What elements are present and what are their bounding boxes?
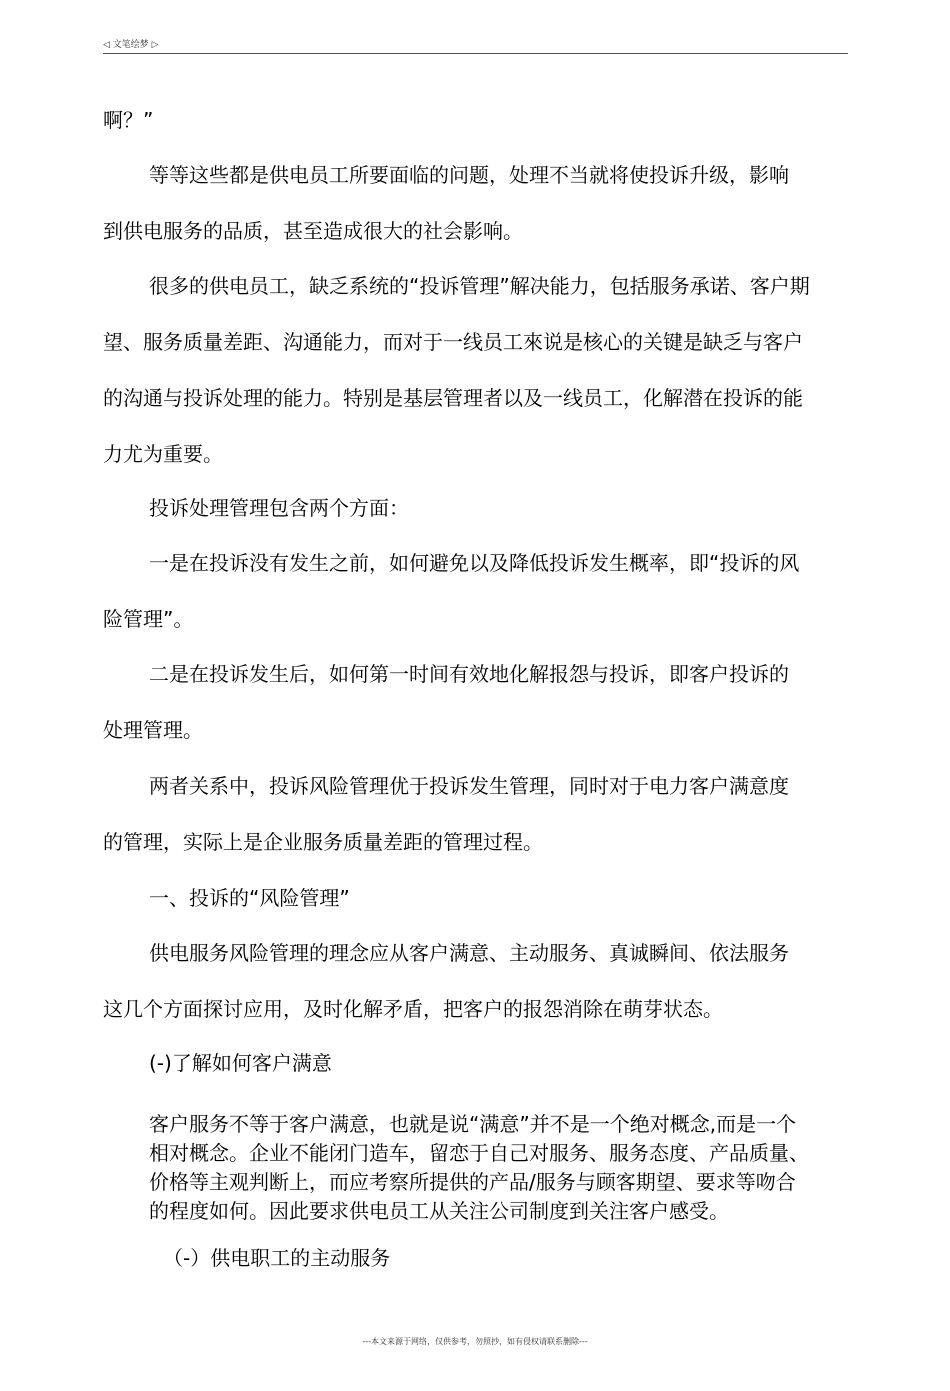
paragraph-satisfaction-detail [149, 1110, 848, 1226]
text-line: 等等这些都是供电员工所要面临的问题，处理不当就将使投诉升级，影响 [149, 163, 789, 187]
text-line: 两者关系中，投诉风险管理优于投诉发生管理，同时对于电力客户满意度 [149, 774, 789, 798]
paragraph-two-aspects [103, 480, 848, 536]
text-line: 险管理”。 [103, 607, 194, 631]
heading-text: (-)了解如何客户满意 [149, 1051, 332, 1075]
paragraph-lack-ability [103, 258, 848, 482]
text-line: 处理管理。 [103, 718, 203, 742]
text-line: 二是在投诉发生后，如何第一时间有效地化解报怨与投诉，即客户投诉的 [149, 662, 789, 686]
text-line: 力尤为重要。 [103, 442, 223, 466]
text-line: 到供电服务的品质，甚至造成很大的社会影响。 [103, 219, 523, 243]
text-line: 的程度如何。因此要求供电员工从关注公司制度到关注客户感受。 [149, 1199, 729, 1223]
subheading-customer-satisfaction [103, 1035, 848, 1091]
text-line: 投诉处理管理包含两个方面： [149, 496, 409, 520]
text-line: 价格等主观判断上，而应考察所提供的产品/服务与顾客期望、要求等吻合 [149, 1170, 796, 1194]
text-line: 这几个方面探讨应用，及时化解矛盾，把客户的报怨消除在萌芽状态。 [103, 997, 723, 1021]
paragraph-risk-concept [103, 925, 848, 1037]
paragraph-aspect-two [103, 646, 848, 758]
text-line: 供电服务风险管理的理念应从客户满意、主动服务、真诚瞬间、依法服务 [149, 941, 789, 965]
text-line: 的沟通与投诉处理的能力。特别是基层管理者以及一线员工，化解潜在投诉的能 [103, 386, 803, 410]
text-line: 很多的供电员工，缺乏系统的“投诉管理”解决能力，包括服务承诺、客户期 [149, 274, 810, 298]
footer-note: ---本文来源于网络，仅供参考，勿照抄，如有侵权请联系删除--- [362, 1337, 588, 1346]
paragraph-issues [103, 147, 848, 259]
paragraph-aspect-one [103, 535, 848, 647]
text-line: 望、服务质量差距、沟通能力，而对于一线员工來说是核心的关键是缺乏与客户 [103, 330, 803, 354]
heading-text: 一、投诉的“风险管理” [149, 886, 350, 910]
heading-text: （-）供电职工的主动服务 [163, 1246, 391, 1270]
paragraph-opening-quote [103, 92, 848, 148]
text-line: 相对概念。企业不能闭门造车，留恋于自己对服务、服务态度、产品质量、 [149, 1141, 809, 1165]
header-mark: ◁ 文笔绘梦 ▷ [103, 40, 159, 50]
header-divider [103, 53, 848, 54]
section-heading-risk-management [103, 870, 848, 926]
text-line: 客户服务不等于客户满意，也就是说“满意”并不是一个绝对概念,而是一个 [149, 1112, 797, 1136]
paragraph-relationship [103, 758, 848, 870]
subheading-proactive-service [103, 1230, 848, 1286]
text-line: 一是在投诉没有发生之前，如何避免以及降低投诉发生概率，即“投诉的风 [149, 551, 800, 575]
text-line: 啊？” [103, 108, 154, 132]
text-line: 的管理，实际上是企业服务质量差距的管理过程。 [103, 830, 543, 854]
